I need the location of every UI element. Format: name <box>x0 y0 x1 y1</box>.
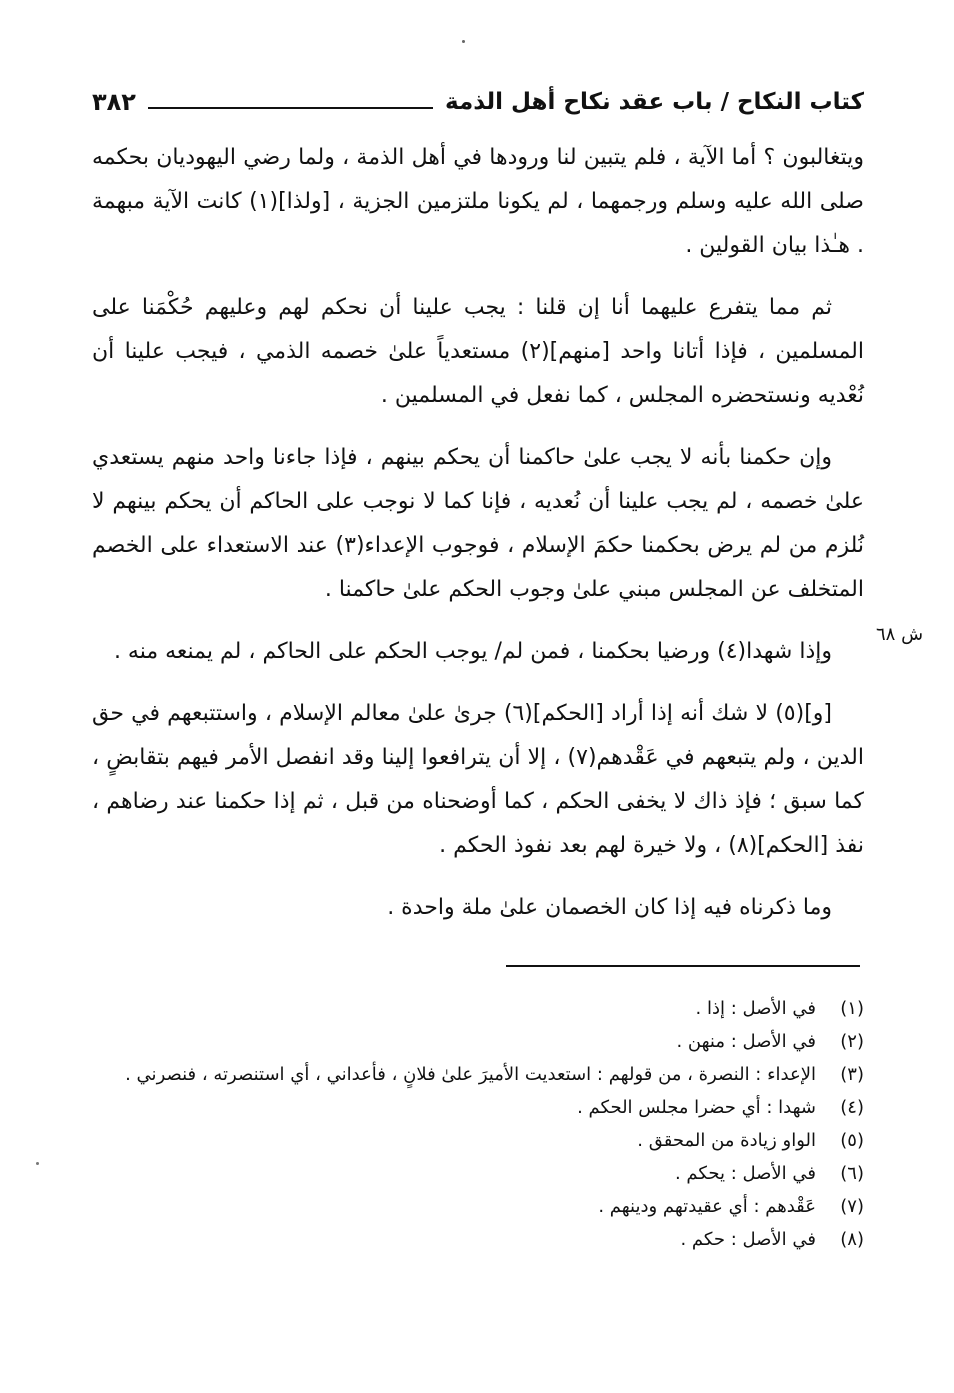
footnote-text: في الأصل : منهن . <box>676 1031 816 1052</box>
footnote <box>92 1190 864 1223</box>
footnote <box>92 1223 864 1256</box>
footnote <box>92 1091 864 1124</box>
header-rule <box>148 107 433 109</box>
footnote-number: (١) <box>840 998 864 1019</box>
main-text <box>92 136 864 930</box>
running-title: كتاب النكاح / باب عقد نكاح أهل الذمة <box>445 89 864 115</box>
footnote <box>92 992 864 1025</box>
footnote <box>92 1058 864 1091</box>
scan-speck <box>462 40 465 43</box>
footnote-number: (٦) <box>840 1163 864 1184</box>
footnote-text: عَقْدهم : أي عقيدتهم ودينهم . <box>598 1196 816 1217</box>
footnote-text: الواو زيادة من المحقق . <box>637 1130 816 1151</box>
footnote-number: (٨) <box>840 1229 864 1250</box>
footnote <box>92 1157 864 1190</box>
footnote <box>92 1124 864 1157</box>
footnote-text: في الأصل : إذا . <box>695 998 816 1019</box>
footnote-text: شهدا : أي حضرا مجلس الحكم . <box>577 1097 816 1118</box>
scan-speck <box>36 1162 39 1165</box>
footnote-number: (٣) <box>840 1064 864 1085</box>
footnote-number: (٢) <box>840 1031 864 1052</box>
paragraph: ويتغالبون ؟ أما الآية ، فلم يتبين لنا ورودها في أهل الذمة ، ولما رضي اليهوديان بحكمه صلى الله عليه وسلم ورجمهما ، لم يكونا ملتزمين الجزية ، [ولذا](١) كانت الآية مبهمة . هـٰذا بيان القولين . <box>92 145 864 258</box>
footnote-text: الإعداء : النصرة ، من قولهم : استعديت الأميرَ علىٰ فلانٍ ، فأعداني ، أي استنصرته ، فنصرني . <box>125 1064 816 1085</box>
footnote-rule <box>506 965 860 967</box>
footnote-number: (٧) <box>840 1196 864 1217</box>
footnote-number: (٥) <box>840 1130 864 1151</box>
page-header <box>92 82 864 122</box>
paragraph: [و](٥) لا شك أنه إذا أراد [الحكم](٦) جرىٰ علىٰ معالم الإسلام ، واستتبعهم في حق الدين ، ولم يتبعهم في عَقْدهم(٧) ، إلا أن يترافعوا إلينا وقد انفصل الأمر فيهم بتقابضٍ ، كما سبق ؛ فإذ ذاك لا يخفى الحكم ، كما أوضحناه من قبل ، ثم إذا حكمنا عند رضاهم ، نفذ [الحكم](٨) ، ولا خيرة لهم بعد نفوذ الحكم . <box>92 701 864 858</box>
footnote-text: في الأصل : يحكم . <box>674 1163 816 1184</box>
paragraph: وإن حكمنا بأنه لا يجب علىٰ حاكمنا أن يحكم بينهم ، فإذا جاءنا واحد منهم يستعدي علىٰ خصمه ، لم يجب علينا أن نُعديه ، فإنا كما لا نوجب على الحاكم أن يحكم بينهم لا نُلزم من لم يرض بحكمنا حكمَ الإسلام ، فوجوب الإعداء(٣) عند الاستعداء على الخصم المتخلف عن المجلس مبني علىٰ وجوب الحكم علىٰ حاكمنا . <box>92 445 865 602</box>
paragraph: ثم مما يتفرع عليهما أنا إن قلنا : يجب علينا أن نحكم لهم وعليهم حُكْمَنا على المسلمين ، فإذا أتانا واحد [منهم](٢) مستعدياً علىٰ خصمه الذمي ، فيجب علينا أن نُعْديه ونستحضره المجلس ، كما نفعل في المسلمين . <box>92 295 864 408</box>
paragraph: وما ذكرناه فيه إذا كان الخصمان علىٰ ملة واحدة . <box>387 895 832 920</box>
paragraph: وإذا شهدا(٤) ورضيا بحكمنا ، فمن لم/ يوجب الحكم على الحاكم ، لم يمنعه منه . <box>113 639 832 664</box>
footnote <box>92 1025 864 1058</box>
margin-note: ش ٦٨ <box>876 624 924 645</box>
footnote-text: في الأصل : حكم . <box>680 1229 816 1250</box>
page-number: ٣٨٢ <box>92 88 136 116</box>
footnote-number: (٤) <box>840 1097 864 1118</box>
footnotes <box>92 992 864 1256</box>
